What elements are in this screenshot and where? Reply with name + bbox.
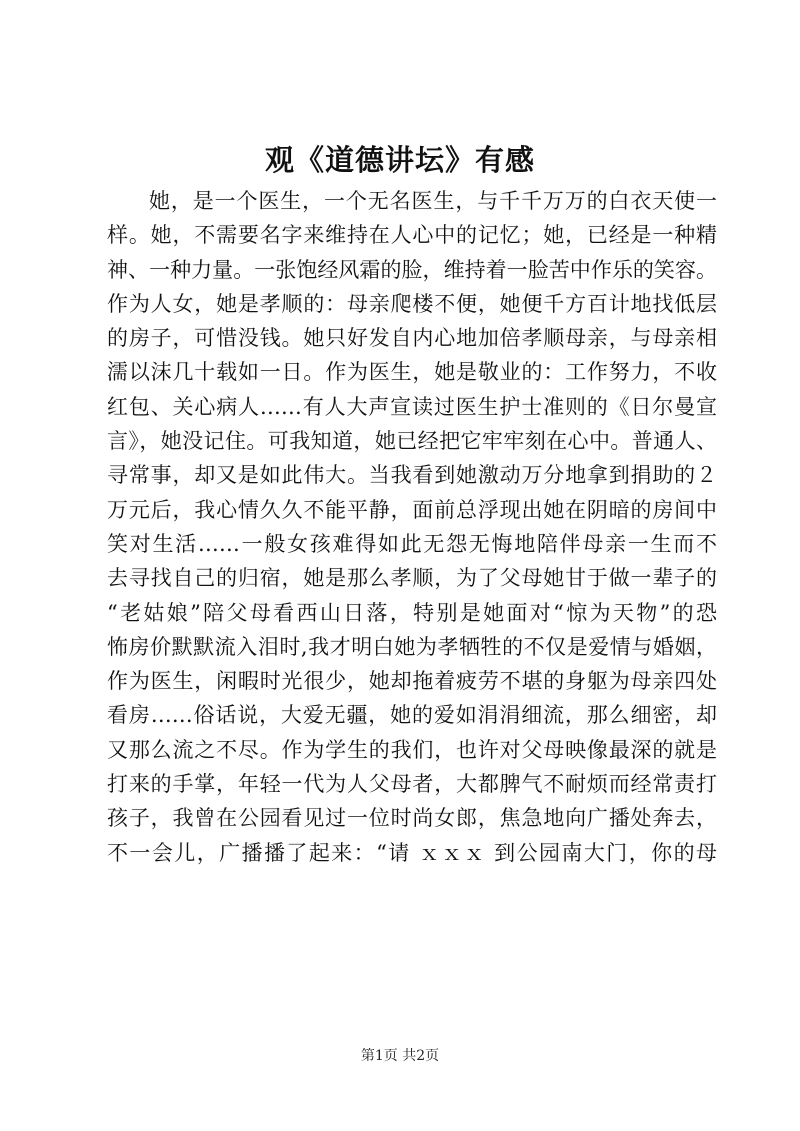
paragraph-line: 样。她，不需要名字来维持在人心中的记忆；她，已经是一种精 bbox=[107, 223, 717, 248]
paragraph-line: 去寻找自己的归宿，她是那么孝顺，为了父母她甘于做一辈子的 bbox=[107, 566, 717, 591]
paragraph-line: 红包、关心病人……有人大声宣读过医生护士准则的《日尔曼宣 bbox=[107, 394, 717, 419]
paragraph-line: 神、一种力量。一张饱经风霜的脸，维持着一脸苦中作乐的笑容。 bbox=[107, 257, 717, 282]
document-body bbox=[107, 184, 717, 870]
document-title: 观《道德讲坛》有感 bbox=[264, 143, 535, 177]
paragraph-line: 万元后，我心情久久不能平静，面前总浮现出她在阴暗的房间中 bbox=[107, 497, 717, 522]
paragraph-line: 看房……俗话说，大爱无疆，她的爱如涓涓细流，那么细密，却 bbox=[107, 703, 717, 728]
paragraph-line: 作为医生，闲暇时光很少，她却拖着疲劳不堪的身躯为母亲四处 bbox=[107, 669, 717, 694]
paragraph-line: 的房子，可惜没钱。她只好发自内心地加倍孝顺母亲，与母亲相 bbox=[107, 326, 717, 351]
paragraph-line: 她，是一个医生，一个无名医生，与千千万万的白衣天使一 bbox=[149, 189, 717, 213]
paragraph-line: 作为人女，她是孝顺的：母亲爬楼不便，她便千方百计地找低层 bbox=[107, 291, 717, 316]
paragraph-line: 笑对生活……一般女孩难得如此无怨无悔地陪伴母亲一生而不 bbox=[107, 531, 717, 556]
paragraph-line: 不一会儿，广播播了起来：“请 ｘｘｘ 到公园南大门，你的母 bbox=[107, 840, 717, 865]
paragraph-line: 打来的手掌，年轻一代为人父母者，大都脾气不耐烦而经常责打 bbox=[107, 772, 717, 797]
paragraph-line: 孩子，我曾在公园看见过一位时尚女郎，焦急地向广播处奔去， bbox=[107, 806, 717, 831]
paragraph-line: 怖房价默默流入泪时,我才明白她为孝牺牲的不仅是爱情与婚姻， bbox=[107, 634, 717, 659]
paragraph-line: 言》，她没记住。可我知道，她已经把它牢牢刻在心中。普通人、 bbox=[107, 429, 717, 454]
paragraph-line: 寻常事，却又是如此伟大。当我看到她激动万分地拿到捐助的２ bbox=[107, 463, 717, 488]
paragraph-line: 濡以沫几十载如一日。作为医生，她是敬业的：工作努力，不收 bbox=[107, 360, 717, 385]
paragraph-line: “老姑娘”陪父母看西山日落，特别是她面对“惊为天物”的恐 bbox=[107, 600, 717, 625]
page-footer: 第1页 共2页 bbox=[360, 1048, 440, 1064]
paragraph-line: 又那么流之不尽。作为学生的我们，也许对父母映像最深的就是 bbox=[107, 737, 717, 762]
